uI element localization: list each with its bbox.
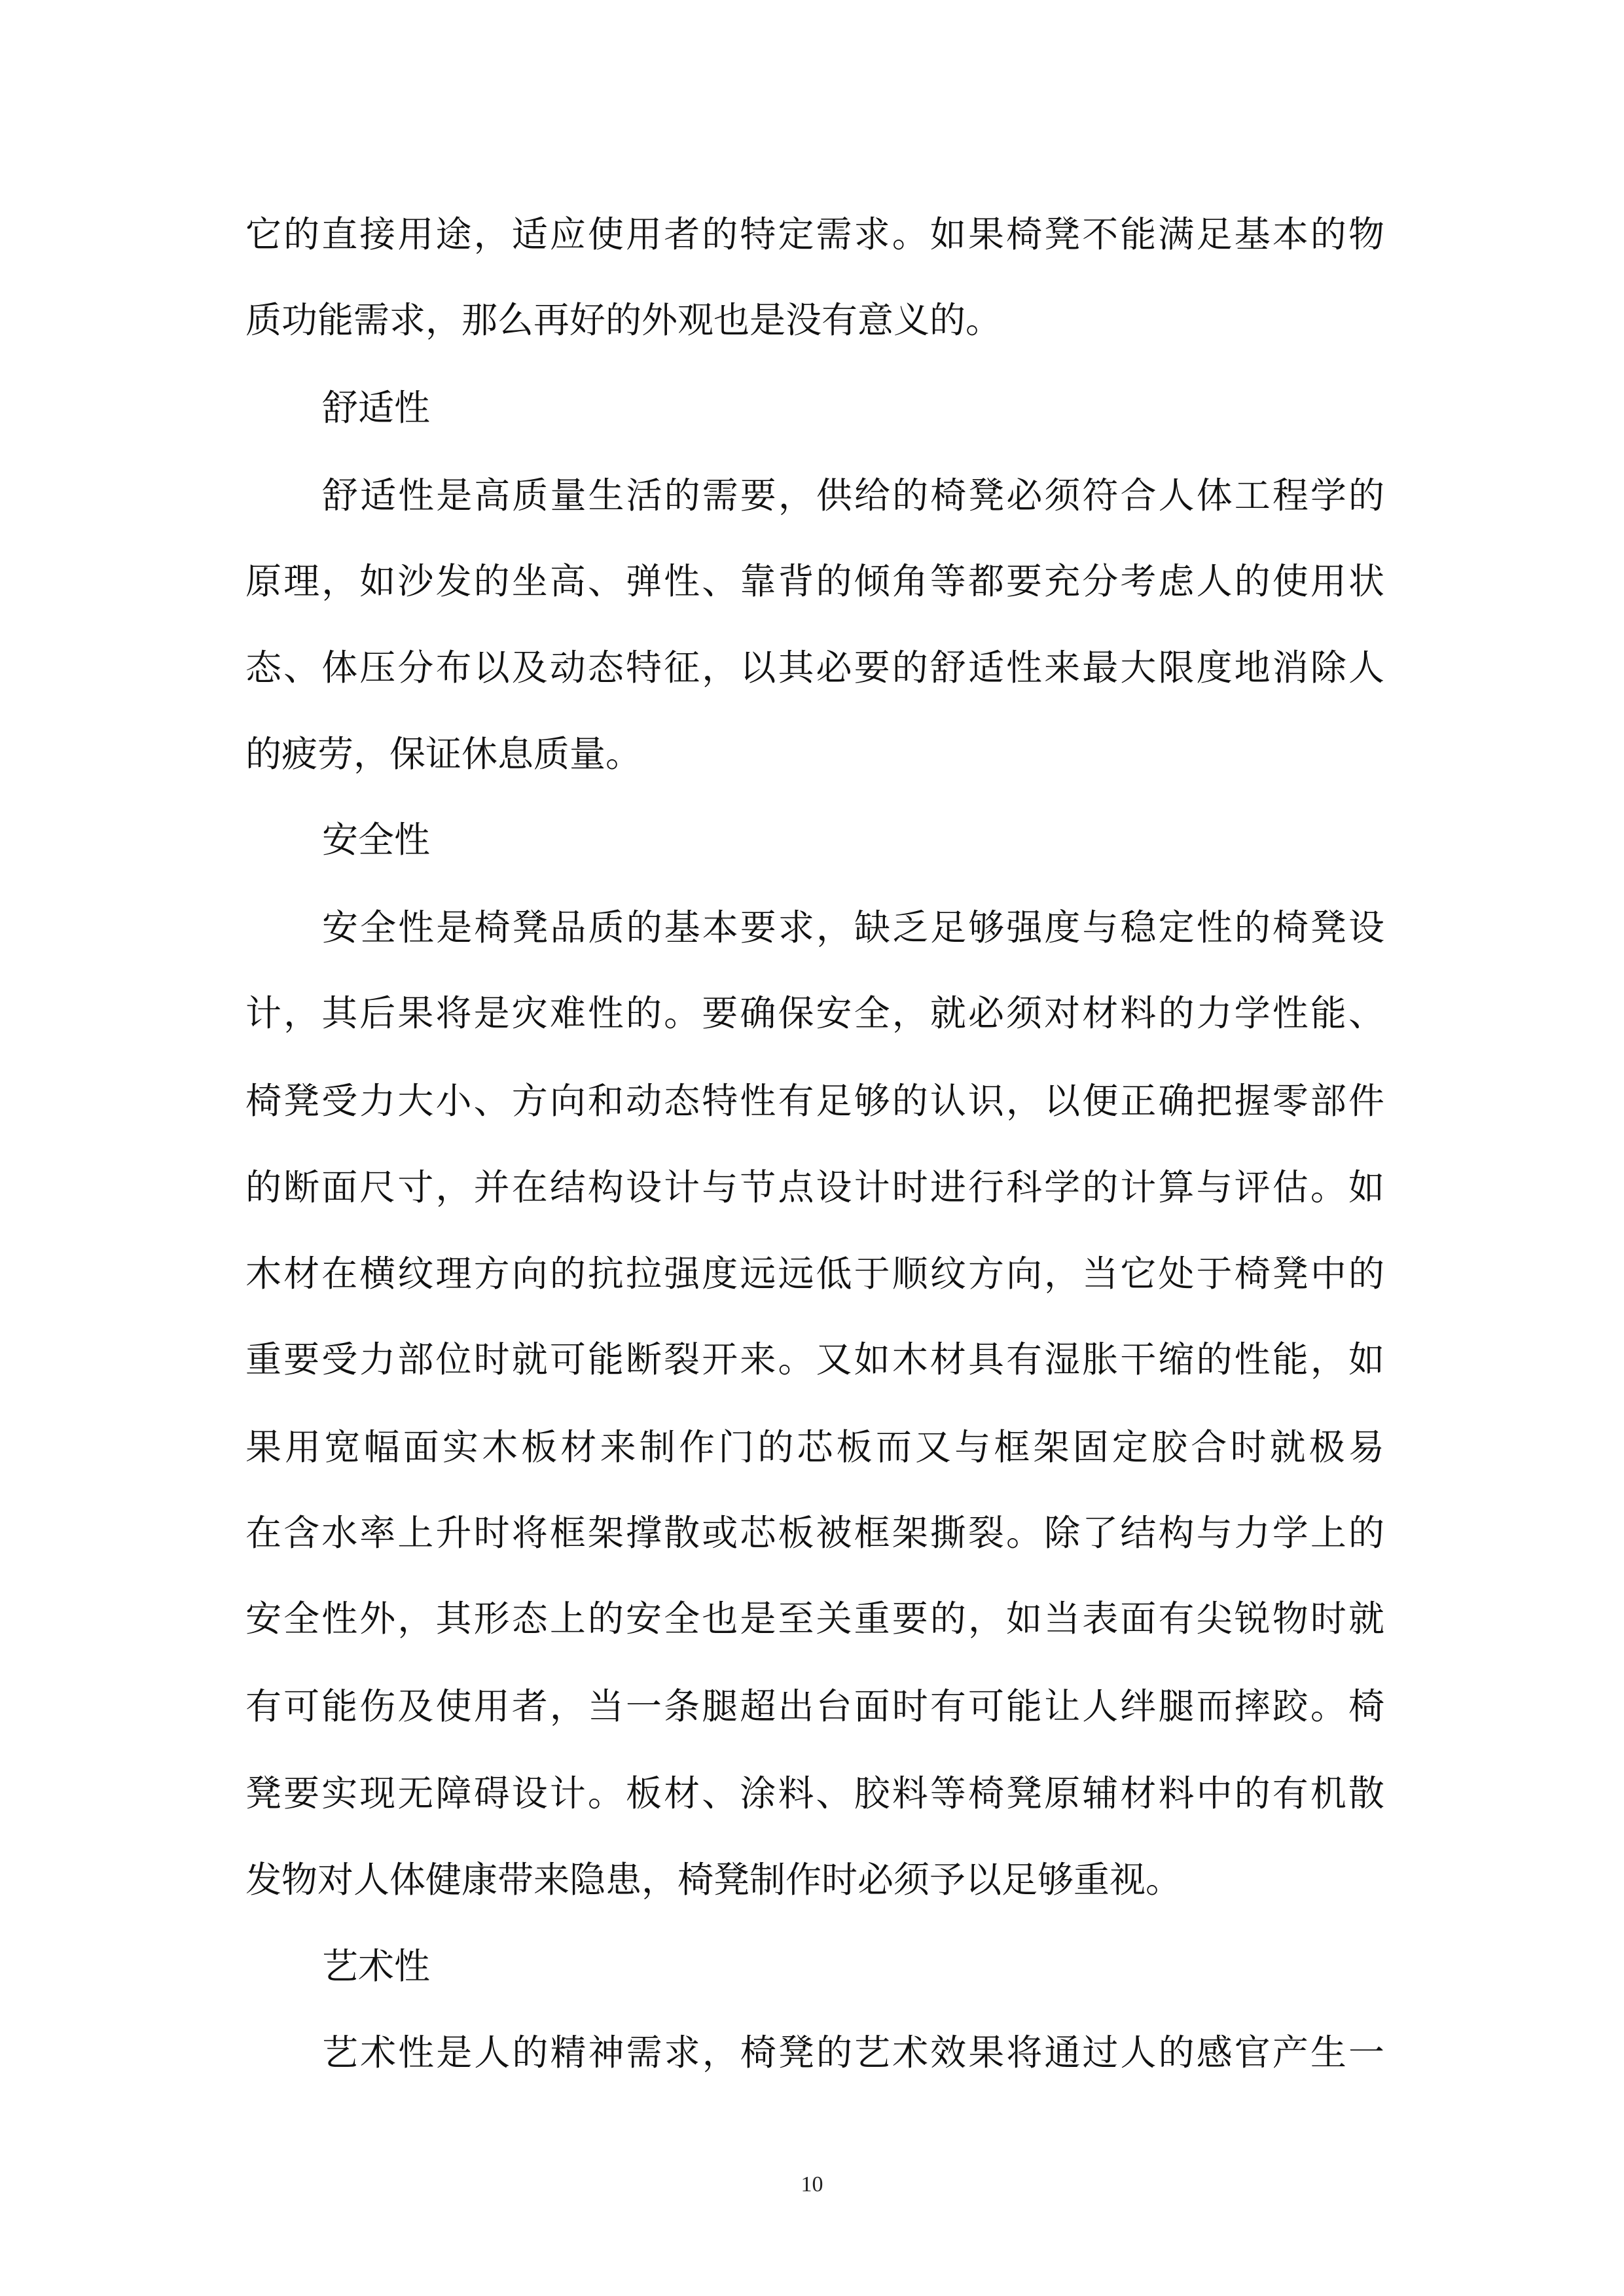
text-line: 艺术性是人的精神需求，椅凳的艺术效果将通过人的感官产生一 (322, 2032, 1384, 2073)
text-line: 有可能伤及使用者，当一条腿超出台面时有可能让人绊腿而摔跤。椅 (245, 1685, 1384, 1727)
text-line: 木材在横纹理方向的抗拉强度远远低于顺纹方向，当它处于椅凳中的 (245, 1253, 1384, 1295)
text-line: 凳要实现无障碍设计。板材、涂料、胶料等椅凳原辅材料中的有机散 (245, 1772, 1384, 1814)
section-heading-comfort: 舒适性 (322, 387, 431, 429)
section-heading-safety: 安全性 (322, 819, 431, 861)
text-line: 果用宽幅面实木板材来制作门的芯板而又与框架固定胶合时就极易 (245, 1426, 1384, 1468)
text-line: 它的直接用途，适应使用者的特定需求。如果椅凳不能满足基本的物 (245, 213, 1384, 255)
text-line: 椅凳受力大小、方向和动态特性有足够的认识，以便正确把握零部件 (245, 1080, 1384, 1122)
text-line: 的断面尺寸，并在结构设计与节点设计时进行科学的计算与评估。如 (245, 1166, 1384, 1208)
text-line: 重要受力部位时就可能断裂开来。又如木材具有湿胀干缩的性能，如 (245, 1338, 1384, 1380)
text-line: 安全性是椅凳品质的基本要求，缺乏足够强度与稳定性的椅凳设 (322, 906, 1384, 948)
text-line: 在含水率上升时将框架撑散或芯板被框架撕裂。除了结构与力学上的 (245, 1512, 1384, 1554)
section-heading-artistry: 艺术性 (322, 1945, 431, 1987)
text-line: 发物对人体健康带来隐患，椅凳制作时必须予以足够重视。 (245, 1859, 1182, 1901)
text-line: 舒适性是高质量生活的需要，供给的椅凳必须符合人体工程学的 (322, 475, 1384, 516)
text-line: 计，其后果将是灾难性的。要确保安全，就必须对材料的力学性能、 (245, 992, 1384, 1034)
page-number: 10 (801, 2172, 823, 2197)
text-line: 质功能需求，那么再好的外观也是没有意义的。 (245, 299, 1002, 341)
text-line: 的疲劳，保证休息质量。 (245, 733, 642, 775)
text-line: 态、体压分布以及动态特征，以其必要的舒适性来最大限度地消除人 (245, 647, 1384, 689)
text-line: 安全性外，其形态上的安全也是至关重要的，如当表面有尖锐物时就 (245, 1598, 1384, 1640)
text-line: 原理，如沙发的坐高、弹性、靠背的倾角等都要充分考虑人的使用状 (245, 560, 1384, 602)
